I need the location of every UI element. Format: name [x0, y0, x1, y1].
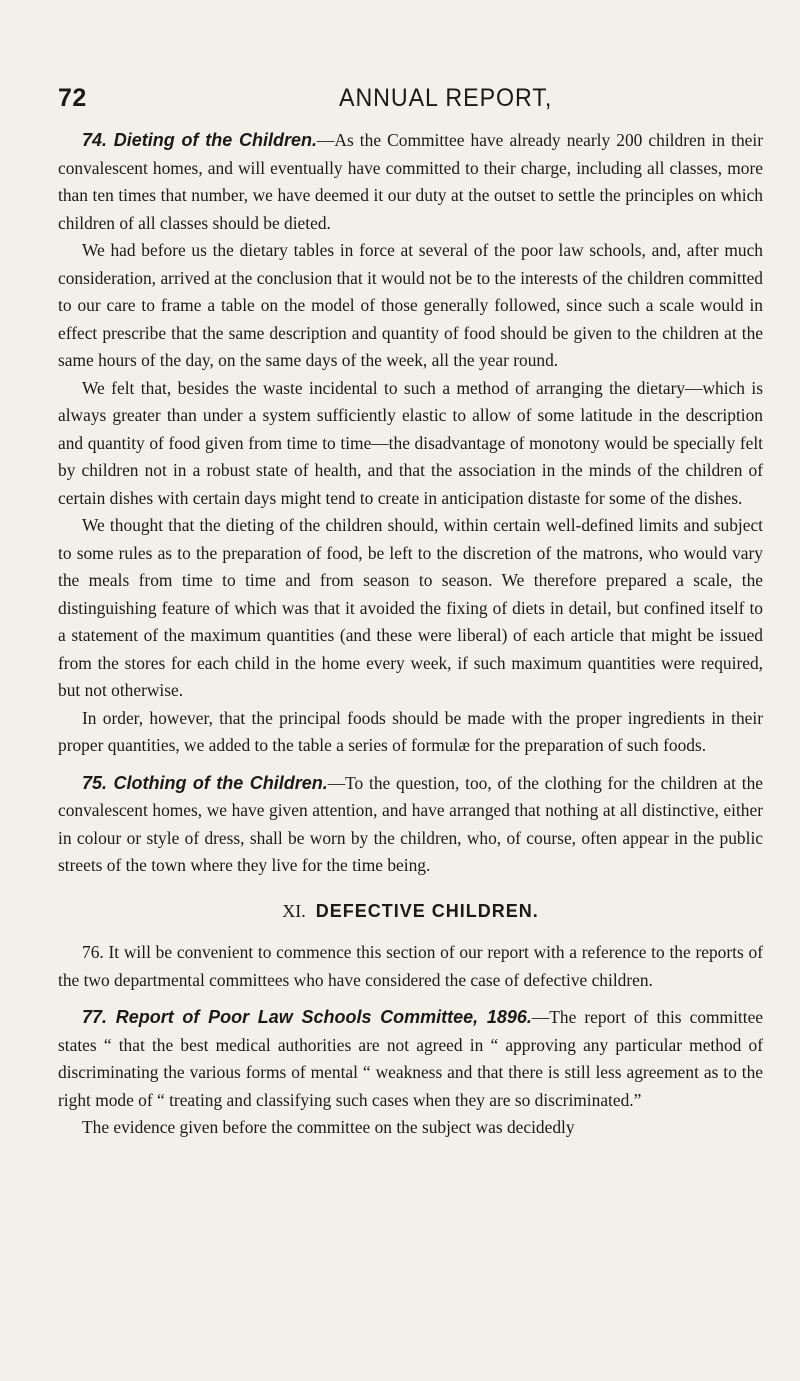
heading-poor-law-report: 77. Report of Poor Law Schools Committee, 1896. [82, 1007, 532, 1027]
paragraph-74-text: —As the Committee have already nearly 200 children in their convalescent homes, and will eventually have committed to their charge, including all classes, more than ten times that number, we have deemed it our duty at the outset to settle the principles on which children of all classes should be dieted. [58, 130, 763, 233]
paragraph-77 [58, 1004, 763, 1114]
heading-clothing: 75. Clothing of the Children. [82, 772, 328, 793]
paragraph-77-text: —The report of this committee states “ that the best medical authorities are not agreed in “ approving any particular method of discriminating the various forms of mental “ weakness and that there is still less agreement as to the right mode of “ treating and classifying such cases when they are so discriminated.” [58, 1007, 764, 1110]
paragraph-74 [58, 127, 763, 237]
page-header [0, 0, 800, 120]
section-number: XI. [282, 900, 306, 921]
paragraph-75 [58, 770, 763, 880]
paragraph-77b: The evidence given before the committee on the subject was decidedly [82, 1117, 575, 1137]
page-number: 72 [58, 84, 87, 112]
paragraph-74e: In order, however, that the principal foods should be made with the proper ingredients in their proper quantities, we added to the table a series of formulæ for the preparation of such foods. [58, 707, 763, 755]
paragraph-74b: We had before us the dietary tables in force at several of the poor law schools, and, after much consideration, arrived at the conclusion that it would not be to the interests of the children committed to our care to frame a table on the model of those generally followed, since such a scale would in effect prescribe that the same description and quantity of food should be given to the children at the same hours of the day, on the same days of the week, all the year round. [58, 240, 763, 370]
paragraph-74d: We thought that the dieting of the children should, within certain well-defined limits and subject to some rules as to the preparation of food, be left to the discretion of the matrons, who would vary the meals from time to time and from season to season. We therefore prepared a scale, the distinguishing feature of which was that it avoided the fixing of diets in detail, but confined itself to a statement of the maximum quantities (and these were liberal) of each article that might be issued from the stores for each child in the home every week, if such maximum quantities were required, but not otherwise. [58, 515, 763, 700]
paragraph-75-text: —To the question, too, of the clothing for the children at the convalescent homes, we have given attention, and have arranged that nothing at all distinctive, either in colour or style of dress, shall be worn by the children, who, of course, often appear in the public streets of the town where they live for the time being. [58, 772, 763, 875]
section-title [58, 898, 763, 926]
heading-dieting: 74. Dieting of the Children. [82, 130, 317, 150]
page-body [58, 127, 763, 1142]
paragraph-74c: We felt that, besides the waste incidental to such a method of arranging the dietary—which is always greater than under a system sufficiently elastic to allow of some latitude in the description and quantity of food given from time to time—the disadvantage of monotony would be specially felt by children not in a robust state of health, and that the association in the minds of the children of certain dishes with certain days might tend to create in anticipation distaste for some of the dishes. [58, 377, 763, 508]
paragraph-76: 76. It will be convenient to commence this section of our report with a reference to the reports of the two departmental committees who have considered the case of defective children. [58, 942, 763, 990]
section-label: DEFECTIVE CHILDREN. [315, 900, 539, 921]
running-head: ANNUAL REPORT, [339, 84, 553, 112]
